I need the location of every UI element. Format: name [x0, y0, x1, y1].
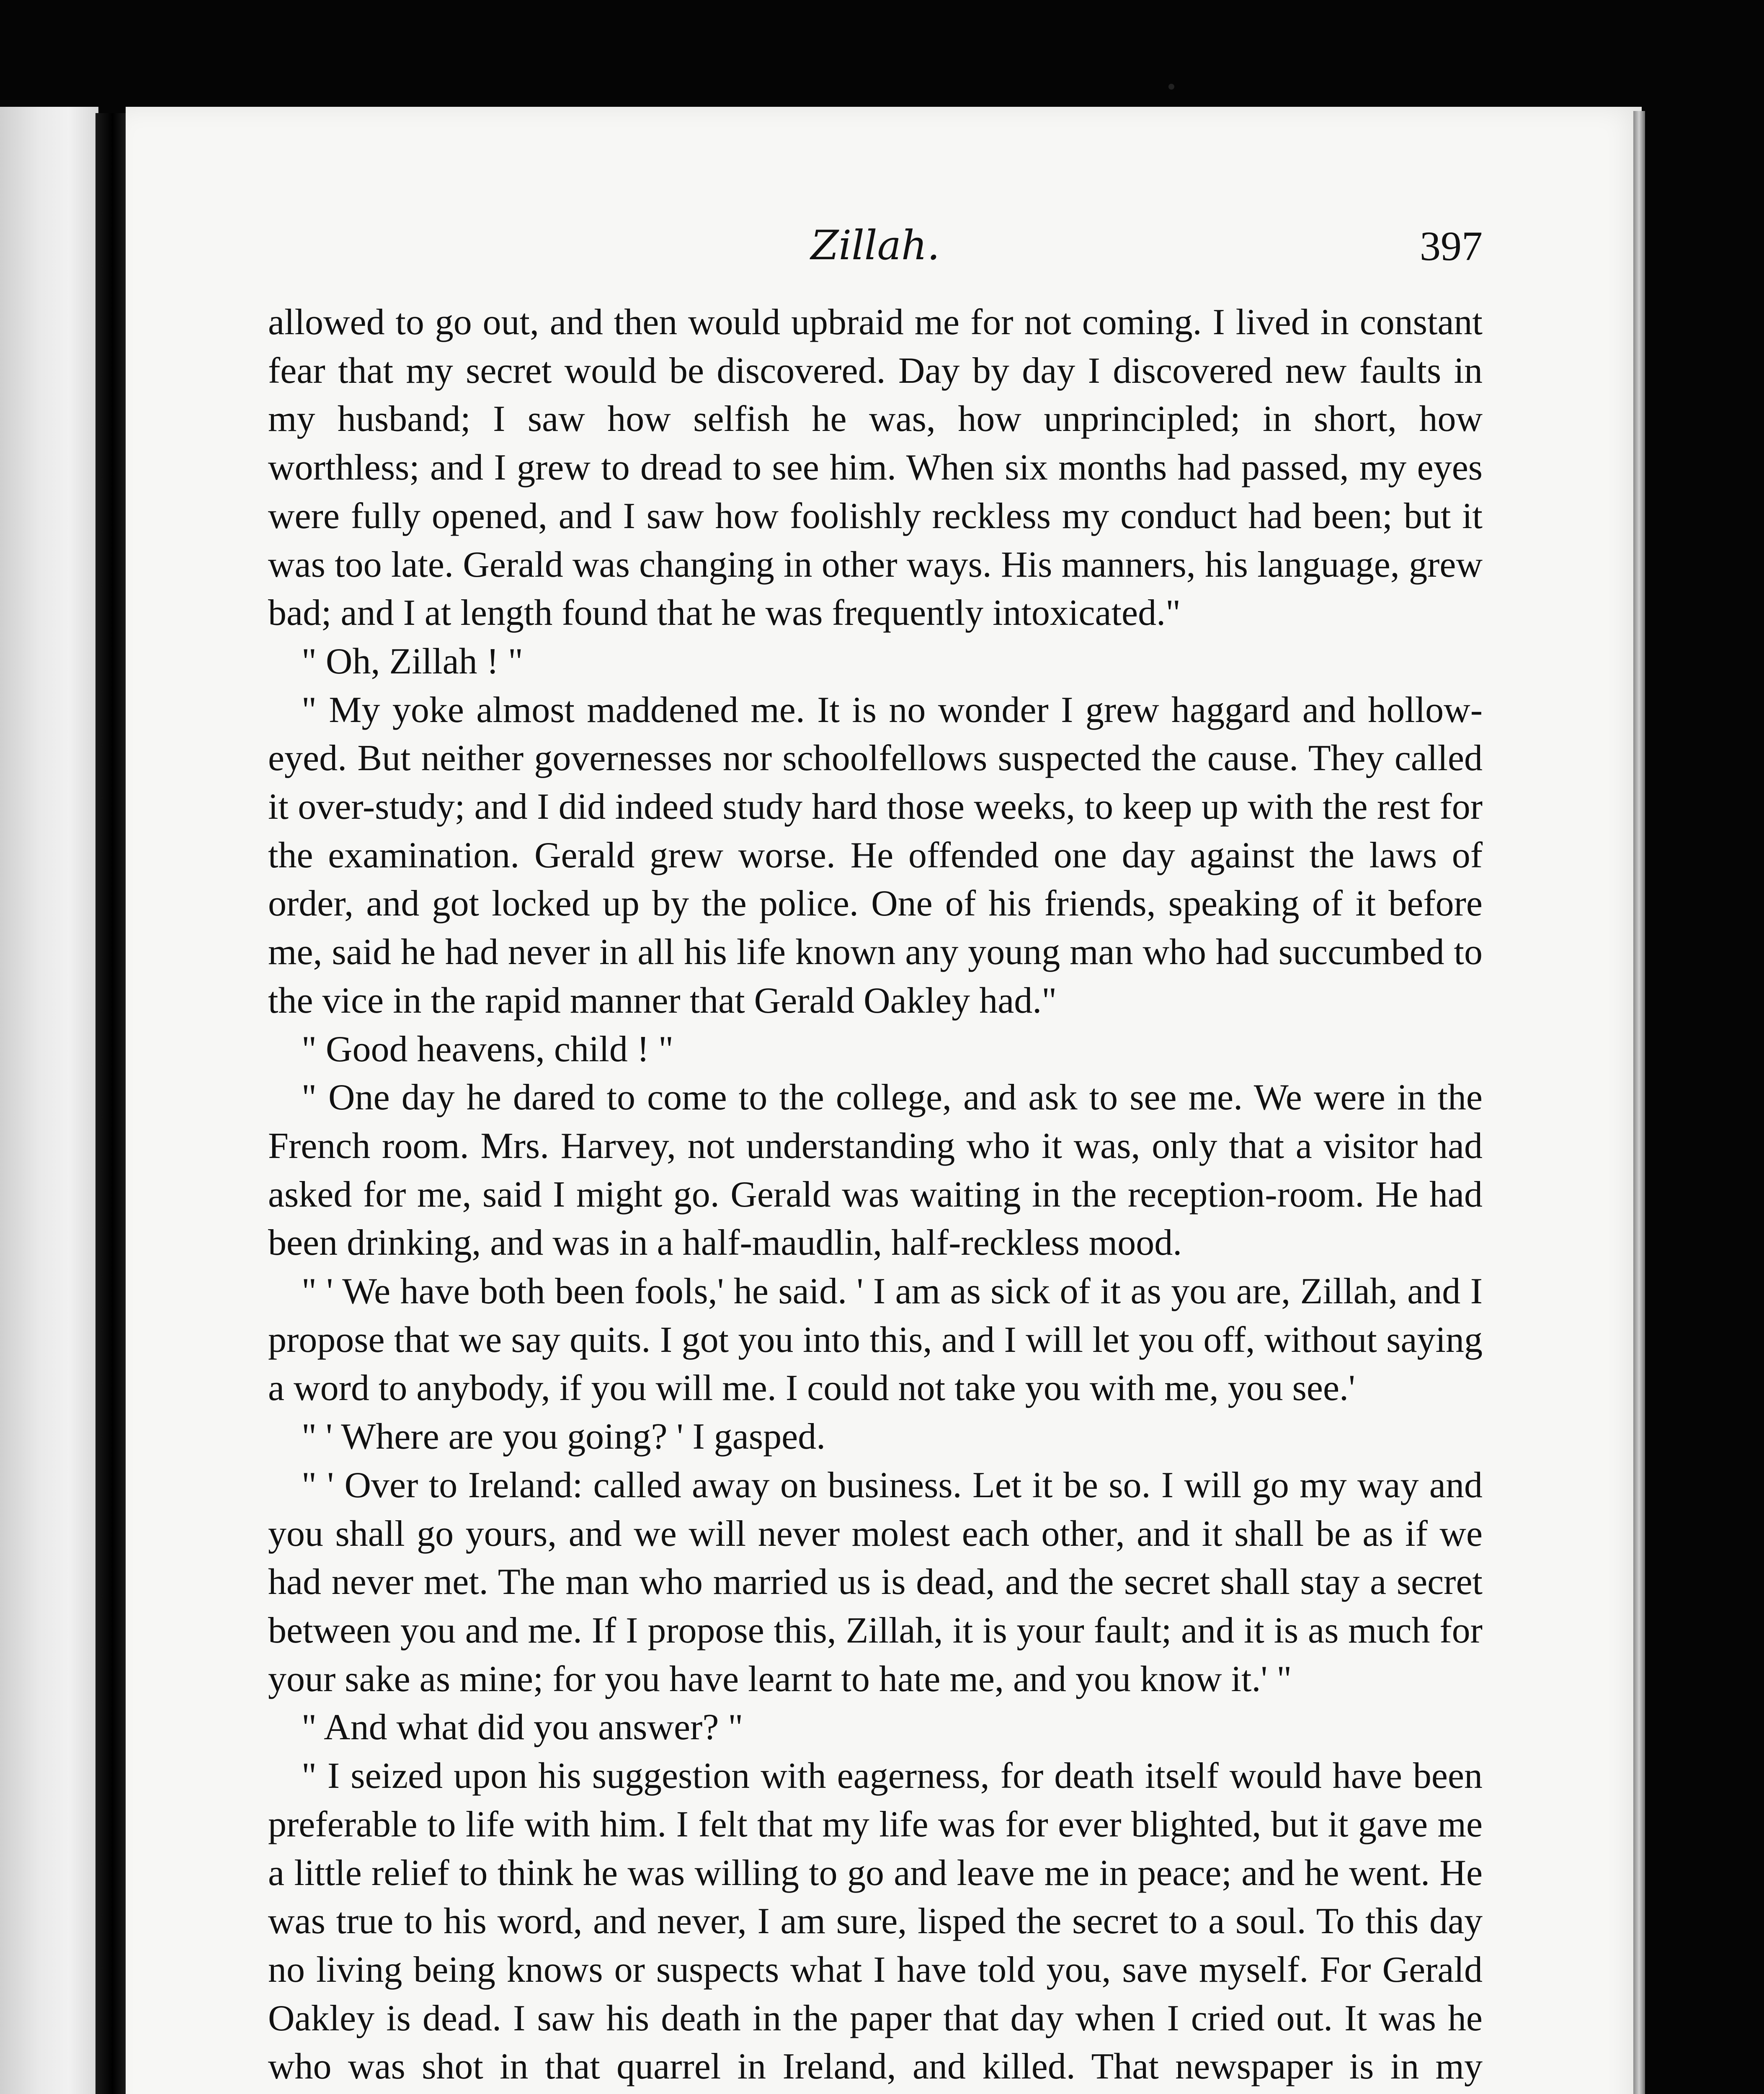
running-title: Zillah.: [810, 222, 940, 269]
paragraph: " And what did you answer? ": [302, 1707, 743, 1748]
paragraph: " One day he dared to come to the college, and ask to see me. We were in the French room. Mrs. Harvey, not understanding who it was, only that a visitor had asked for me, said I might go. Gerald was waiting in the reception-room. He had been drinking, and was in a half-maudlin, half-reckless mood.: [268, 1077, 1483, 1264]
page-number: 397: [1420, 223, 1483, 269]
facing-page-edge: [0, 107, 98, 2094]
paragraph: " ' We have both been fools,' he said. ' I am as sick of it as you are, Zillah, and I propose that we say quits. I got you into this, and I will let you off, without saying a word to anybody, if you will me. I could not take you with me, you see.': [268, 1271, 1483, 1409]
body-text: [268, 298, 1483, 2094]
paragraph: " I seized upon his suggestion with eagerness, for death itself would have been preferable to life with him. I felt that my life was for ever blighted, but it gave me a little relief to think he was willing to go and leave me in peace; and he went. He was true to his word, and never, I am sure, lisped the secret to a soul. To this day no living being knows or suspects what I have told you, save myself. For Gerald Oakley is dead. I saw his death in the paper that day when I cried out. It was he who was shot in that quarrel in Ireland, and killed. That newspaper is in my: [268, 1756, 1483, 2087]
paragraph: allowed to go out, and then would upbraid me for not coming. I lived in constant fear that my secret would be discovered. Day by day I discovered new faults in my husband; I saw how selfish he was, how unprincipled; in short, how worthless; and I grew to dread to see him. When six months had passed, my eyes were fully opened, and I saw how foolishly reckless my conduct had been; but it was too late. Gerald was changing in other ways. His manners, his language, grew bad; and I at length found that he was frequently intoxicated.": [268, 302, 1483, 634]
paragraph: " ' Where are you going? ' I gasped.: [302, 1416, 826, 1457]
paragraph: " ' Over to Ireland: called away on business. Let it be so. I will go my way and you shall go yours, and we will never molest each other, and it shall be as if we had never met. The man who married us is dead, and the secret shall stay a secret between you and me. If I propose this, Zillah, it is your fault; and it is as much for your sake as mine; for you have learnt to hate me, and you know it.' ": [268, 1465, 1483, 1699]
paragraph: " Oh, Zillah ! ": [302, 641, 523, 682]
page-edge-right: [1633, 111, 1645, 2094]
paragraph: " My yoke almost maddened me. It is no wonder I grew haggard and hollow-eyed. But neither governesses nor schoolfellows suspected the cause. They called it over-study; and I did indeed study hard those weeks, to keep up with the rest for the examination. Gerald grew worse. He offended one day against the laws of order, and got locked up by the police. One of his friends, speaking of it before me, said he had never in all his life known any young man who had succumbed to the vice in the rapid manner that Gerald Oakley had.": [268, 689, 1483, 1021]
dust-speck: [1168, 84, 1174, 90]
page-header: [268, 222, 1483, 281]
paragraph: " Good heavens, child ! ": [302, 1029, 674, 1070]
